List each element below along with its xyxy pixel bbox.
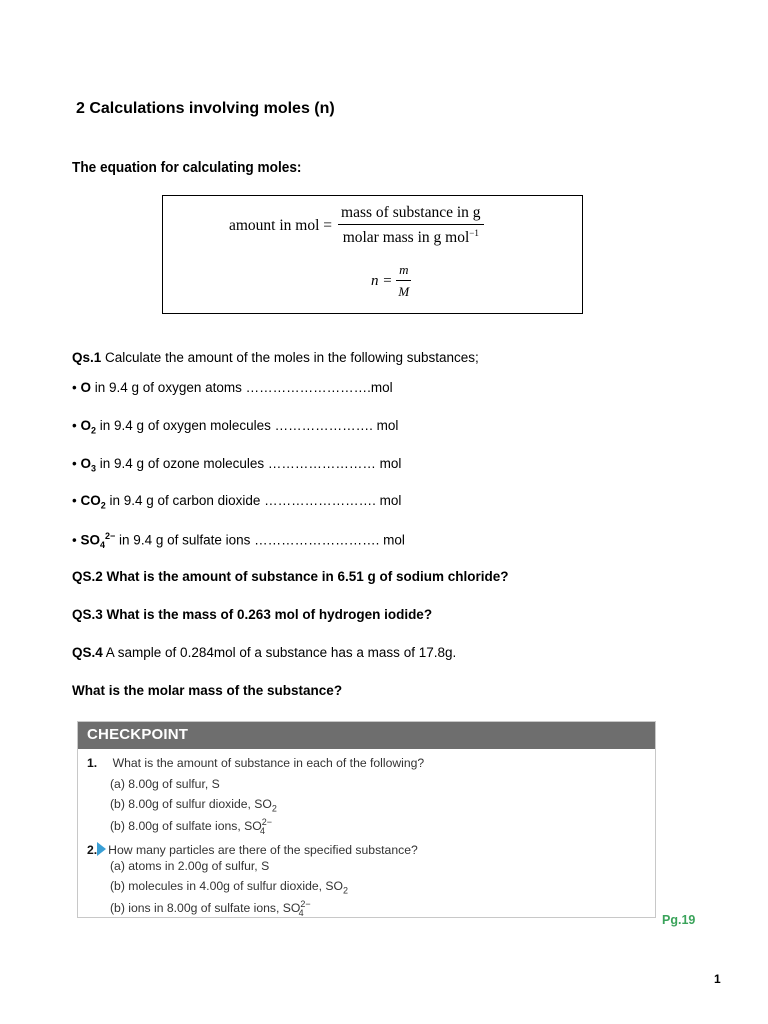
q2-part-a: (a) atoms in 2.00g of sulfur, S bbox=[110, 859, 270, 873]
symbol-numerator: m bbox=[396, 262, 411, 281]
symbol-fraction bbox=[395, 262, 412, 300]
q1-part-a: (a) 8.00g of sulfur, S bbox=[110, 777, 220, 791]
q1-part-b-subscript: 2 bbox=[271, 803, 277, 814]
page-reference: Pg.19 bbox=[662, 913, 696, 927]
item-formula: O bbox=[80, 380, 92, 395]
q2-number: 2. bbox=[87, 843, 98, 857]
page-heading: 2 Calculations involving moles (n) bbox=[76, 100, 335, 117]
qs4-label: QS.4 bbox=[72, 645, 103, 660]
q2-part-b-text: (b) molecules in 4.00g of sulfur dioxide, SO bbox=[110, 879, 344, 893]
qs3-label: QS.3 bbox=[72, 607, 103, 622]
q1-part-b bbox=[110, 797, 277, 813]
item-subscript: 2 bbox=[91, 425, 97, 436]
bullet: • bbox=[72, 418, 77, 433]
qs1-item bbox=[72, 380, 393, 395]
q1-part-c-superscript: 2− bbox=[261, 817, 273, 827]
equation-intro: The equation for calculating moles: bbox=[72, 160, 302, 176]
bullet: • bbox=[72, 493, 77, 508]
qs1-prompt bbox=[72, 350, 479, 365]
q2-part-c-subscript: 4 bbox=[298, 907, 304, 918]
q2-part-c bbox=[110, 899, 311, 918]
checkpoint-box bbox=[77, 721, 656, 918]
denominator-text: molar mass in g mol bbox=[342, 229, 470, 247]
q1-part-c-subscript: 4 bbox=[260, 825, 266, 836]
item-superscript: 2− bbox=[105, 531, 116, 541]
checkpoint-q1 bbox=[87, 756, 424, 770]
item-text: in 9.4 g of oxygen atoms ……………………….mol bbox=[91, 380, 393, 395]
q1-text: What is the amount of substance in each of the following? bbox=[112, 756, 425, 770]
symbol-lhs: n = bbox=[371, 272, 393, 289]
word-fraction bbox=[338, 204, 483, 247]
arrow-marker-icon bbox=[97, 842, 106, 856]
qs2-text: What is the amount of substance in 6.51 g of sodium chloride? bbox=[102, 569, 509, 584]
item-subscript: 4 bbox=[100, 540, 106, 551]
qs4-prompt bbox=[72, 645, 456, 660]
qs4-followup: What is the molar mass of the substance? bbox=[72, 683, 343, 698]
denominator-exponent: −1 bbox=[469, 228, 479, 238]
q2-text: How many particles are there of the specified substance? bbox=[108, 843, 418, 857]
q2-part-c-text: (b) ions in 8.00g of sulfate ions, SO bbox=[110, 901, 301, 916]
q1-part-c bbox=[110, 817, 273, 836]
checkpoint-title: CHECKPOINT bbox=[87, 726, 189, 743]
bullet: • bbox=[72, 532, 77, 548]
item-formula: O bbox=[80, 418, 92, 433]
symbol-equation bbox=[371, 262, 412, 300]
bullet: • bbox=[72, 380, 77, 395]
qs4-text: A sample of 0.284mol of a substance has a mass of 17.8g. bbox=[102, 645, 457, 660]
qs3-prompt bbox=[72, 607, 432, 622]
item-subscript: 3 bbox=[91, 463, 97, 474]
item-text: in 9.4 g of oxygen molecules …………………. mol bbox=[96, 418, 399, 433]
q1-part-c-text: (b) 8.00g of sulfate ions, SO bbox=[110, 819, 262, 834]
equation-denominator bbox=[340, 225, 482, 247]
q1-part-b-text: (b) 8.00g of sulfur dioxide, SO bbox=[110, 797, 272, 811]
qs1-item bbox=[72, 456, 401, 474]
q1-number: 1. bbox=[87, 756, 98, 770]
item-text: in 9.4 g of ozone molecules …………………… mol bbox=[96, 456, 402, 471]
bullet: • bbox=[72, 456, 77, 471]
item-formula: SO bbox=[80, 532, 101, 548]
equation-numerator: mass of substance in g bbox=[338, 204, 483, 225]
qs1-item bbox=[72, 418, 398, 436]
item-formula: O bbox=[80, 456, 92, 471]
qs1-item bbox=[72, 531, 405, 550]
symbol-denominator: M bbox=[398, 284, 410, 299]
qs2-prompt bbox=[72, 569, 509, 584]
equation-box bbox=[162, 195, 583, 314]
qs3-text: What is the mass of 0.263 mol of hydrogen iodide? bbox=[102, 607, 433, 622]
item-subscript: 2 bbox=[100, 500, 106, 511]
item-text: in 9.4 g of carbon dioxide ……………………. mol bbox=[105, 493, 402, 508]
qs1-label: Qs.1 bbox=[72, 350, 102, 365]
qs2-label: QS.2 bbox=[72, 569, 103, 584]
checkpoint-header bbox=[78, 722, 655, 749]
word-equation bbox=[229, 204, 484, 247]
item-formula: CO bbox=[80, 493, 101, 508]
qs1-item bbox=[72, 493, 401, 511]
page-number: 1 bbox=[714, 972, 721, 986]
q2-part-b-subscript: 2 bbox=[343, 885, 349, 896]
equation-lhs: amount in mol = bbox=[229, 216, 333, 234]
item-text: in 9.4 g of sulfate ions ………………………. mol bbox=[115, 532, 405, 548]
qs1-text: Calculate the amount of the moles in the following substances; bbox=[101, 350, 479, 365]
checkpoint-q2 bbox=[87, 842, 418, 857]
q2-part-b bbox=[110, 879, 348, 895]
q2-part-c-superscript: 2− bbox=[300, 899, 311, 909]
